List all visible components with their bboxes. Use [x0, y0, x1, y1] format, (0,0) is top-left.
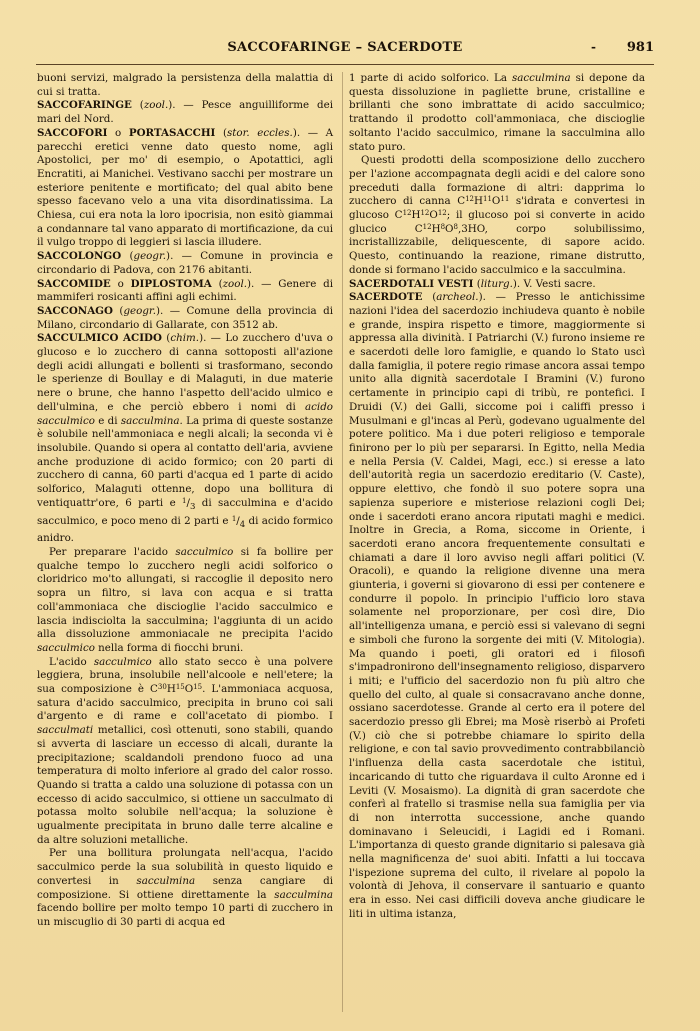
text-run: ( [161, 332, 171, 345]
header-mark: - [591, 40, 596, 54]
italic-text: zool. [143, 99, 169, 112]
text-run: di acido formico anidro. [37, 514, 333, 545]
text-run: ). — Presso le antichissime nazioni l'idea del sacerdozio inchiudeva quanto è nobile e grande, inspira rispetto e timore, maggiormente si appressa alla divinità. I Patriarchi (V.) furono insieme re e sacerdoti delle loro famiglie, e quando lo Stato uscì dalla famiglia, il potere regio rimase ancora assai tempo unito alla dignità sacerdotale I Bramini (V.) furono certamente in principio capi di tribù, re pontefici. I Druidi (V.) dei Galli, siccome poi i califfi presso i Musulmani e gl'incas al Perù, godevano ugualmente del potere politico. Ma i due poteri religioso e temporale finirono per lo più per separarsi. In Egitto, nella Media e nella Persia (V. Caldei, Magi, ecc.) si eresse a lato dell'autorità regia un sacerdozio ereditario (V. Caste), oppure elettivo, che fondò il suo potere sopra una sapienza superiore e misteriose relazioni cogli Dei; onde i sacerdoti erano ancora riputati maghi e medici. Inoltre in Grecia, a Roma, siccome in Oriente, i sacerdoti erano ancora frequentemente consultati e chiamati a dare il loro avviso negli affari politici (V. Oracoli), e quando la religione divenne una mera giunteria, i governi si giovarono di essi per contenere e condurre il popolo. In principio l'ufficio loro stava solamente nel proporzionare, per così dire, Dio all'intelligenza umana, e perciò essi si valevano di segni e simboli che furono la sorgente dei miti (V. Mitologia). Ma quando i poeti, gli oratori ed i filosofi s'impadronirono dell'insegnamento religioso, disparvero i miti; e l'ufficio del sacerdozio non fu più altro che quello del culto, al quale si consacravano anche donne, ossiano sacerdotesse. Grande al certo era il potere del sacerdozio presso gli Ebrei; ma Mosè riserbò ai Profeti (V.) ciò che si potrebbe chiamare lo spirito della religione, e con tal savio provvedimento contrabbilanciò l'influenza della casta sacerdotale che istituì, incaricando di tutto che riguardava il culto Aronne ed i Leviti (V. Mosaismo). La dignità di gran sacerdote che conferì al fratello si trasmise nella sua famiglia per via di non interrotta successione, anche quando dominavano i Seleucidi, i Lagidi ed i Romani. L'importanza di questo grande dignitario si palesava già nella magnificenza de' suoi abiti. Infatti a lui toccava l'ispezione suprema del culto, il rivelare al popolo la volontà di Jehova, il conservare il santuario e quanto era in esso. Nei casi difficili doveva anche giudicare le liti in ultima istanza, [349, 291, 646, 920]
text-run: ). — Comune della provincia di Milano, circondario di Gallarate, con 3512 ab. [37, 304, 333, 331]
text-run: / [236, 514, 240, 527]
italic-text: sacculmina [511, 72, 571, 84]
text-run: s'idrata e convertesi in glucoso C [349, 195, 645, 222]
text-run: / [186, 496, 190, 509]
text-run: si depone da questa dissoluzione in pagliette brune, cristalline e brillanti che sono imbrattate di acido sacculmico; trattando il prodotto coll'ammoniaca, che discioglie soltanto l'acido sacculmico, rimane la sacculmina allo stato puro. [349, 72, 645, 153]
italic-text: geogr. [133, 250, 167, 263]
text-run: H [474, 195, 483, 208]
italic-text: sacculmico [175, 546, 234, 558]
text-run: ( [121, 250, 134, 263]
entry-headword: SACCOFORI [37, 126, 108, 139]
column-divider [342, 72, 343, 1012]
entry-headword: PORTASACCHI [128, 126, 216, 139]
dictionary-entry [37, 250, 333, 277]
text-run: si fa bollire per qualche tempo lo zucchero negli acidi solforico o cloridrico mo'to allungati, si raccoglie il deposito nero sopra un filtro, si lava con acqua e si tratta coll'ammoniaca che discioglie l'acido sacculmico e lascia indisciolta la sacculmina; l'aggiunta di un acido alla dissoluzione ammoniacale ne precipita l'acido [37, 546, 333, 641]
text-run: 30 [157, 683, 167, 692]
italic-text: archeol. [436, 291, 479, 304]
entry-headword: SACCONAGO [37, 304, 113, 317]
entry-headword: SACCOMIDE [37, 277, 111, 290]
dictionary-entry [37, 278, 333, 305]
entry-headword: DIPLOSTOMA [130, 277, 212, 290]
entry-headword: SACCOLONGO [37, 250, 122, 263]
text-run: O [445, 222, 454, 235]
text-run: H [431, 222, 441, 235]
text-run: ( [473, 277, 481, 290]
italic-text: sacculmati [37, 724, 94, 737]
text-run: 8 [453, 222, 458, 231]
text-run: buoni servizi, malgrado la persistenza della malattia di cui si tratta. [37, 72, 333, 98]
text-run: 15 [193, 683, 203, 692]
text-run: Per una bollitura prolungata nell'acqua, l'acido sacculmico perde la sua solubilità in questo liquido e convertesi in [37, 847, 333, 887]
text-run: ,3HO, corpo solubilissimo, incristallizzabile, deliquescente, di sapore acido. Questo, continuando la reazione, rimane distrutto, donde si formano l'acido sacculmico e la sacculmina. [349, 222, 645, 276]
dictionary-entry [37, 99, 333, 126]
italic-text: sacculmico [37, 641, 95, 654]
text-run: 11 [500, 195, 510, 204]
italic-text: sacculmina [136, 874, 196, 887]
text-run: ). V. Vesti sacre. [512, 277, 596, 290]
text-run: O [491, 195, 501, 208]
text-run: metallici, così ottenuti, sono stabili, quando si avverta di lasciare un eccesso di alcali, durante la precipitazione; scaldandoli prendono fuoco ad una temperatura di molto inferiore al grado del calor rosso. Quando si tratta a caldo una soluzione di potassa con un eccesso di acido sacculmico, si ottiene un sacculmato di potassa molto solubile nell'acqua; la soluzione è ugualmente precipitata in bruno dalle terre alcaline e da altre soluzioni metalliche. [37, 724, 333, 846]
text-run: e di [94, 414, 121, 427]
dictionary-entry [37, 305, 333, 332]
text-run: 12 [465, 195, 475, 204]
text-run: 1 parte di acido solforico. La [349, 72, 512, 84]
text-run: 4 [239, 519, 246, 530]
right-column [349, 72, 645, 922]
dictionary-entry [349, 291, 645, 921]
italic-text: stor. eccles. [226, 126, 293, 139]
paragraph [37, 847, 333, 929]
text-run: facendo bollire per molto tempo 10 parti di zucchero in un miscuglio di 30 parti di acqua ed [37, 902, 333, 928]
header-title: SACCOFARINGE – SACERDOTE [227, 40, 463, 55]
text-run: 12 [422, 222, 432, 231]
italic-text: acido sacculmico [37, 400, 333, 427]
text-run: di sacculmina e d'acido sacculmico, e poco meno di 2 parti e [37, 496, 333, 527]
text-run: . La prima di queste sostanze è solubile nell'ammoniaca e negli alcali; la seconda vi è insolubile. Quando si opera al contatto dell'aria, avviene anche produzione di acido formico; con 20 parti di zucchero di canna, 60 parti d'acqua ed 1 parte di acido solforico, Malaguti ottenne, dopo una bollitura di ventiquattr'ore, 6 parti e [37, 414, 333, 509]
text-run: . L'ammoniaca acquosa, satura d'acido sacculmico, precipita in bruno coi sali d'argento e di rame e coll'acetato di piombo. I [37, 683, 333, 723]
text-run: 12 [437, 209, 447, 218]
italic-text: geogr. [123, 304, 156, 317]
text-run: L'acido [49, 655, 94, 668]
text-run: ). — Comune in provincia e circondario di Padova, con 2176 abitanti. [37, 250, 334, 276]
text-run: O [184, 683, 194, 696]
text-run: nella forma di fiocchi bruni. [94, 641, 244, 654]
entry-headword: SACERDOTE [349, 291, 423, 304]
text-run: ( [422, 291, 437, 304]
text-run: o [110, 277, 131, 290]
text-run: O [429, 209, 438, 222]
italic-text: sacculmico [93, 655, 152, 668]
running-header [36, 40, 654, 62]
text-run: ( [112, 304, 124, 317]
page-number: 981 [626, 40, 654, 55]
text-run: Per preparare l'acido [49, 546, 176, 558]
paragraph [37, 656, 333, 848]
text-run: ). — Pesce anguilliforme dei mari del Nord. [37, 99, 333, 126]
italic-text: zool. [222, 277, 248, 290]
paragraph [349, 154, 645, 277]
text-run: ). — Genere di mammiferi rosicanti affini agli echimi. [37, 277, 333, 304]
text-run: 8 [440, 222, 446, 231]
text-run: ( [215, 126, 227, 139]
dictionary-entry [349, 278, 645, 292]
text-run: Questi prodotti della scomposizione dello zucchero per l'azione accompagnata degli acidi e del calore sono preceduti dalla formazione di altri: dapprima lo zucchero di canna C [349, 154, 645, 208]
text-run: H [411, 209, 421, 222]
entry-headword: SACCULMICO ACIDO [37, 332, 162, 345]
italic-text: sacculmina [120, 414, 180, 427]
paragraph [37, 546, 333, 656]
entry-headword: SACCOFARINGE [37, 99, 132, 112]
italic-text: chim. [170, 332, 200, 345]
italic-text: liturg. [480, 277, 513, 290]
text-run: ; il glucoso poi si converte in acido glucico C [349, 209, 645, 235]
text-run: ( [211, 277, 223, 290]
paragraph [37, 72, 333, 99]
text-run: senza cangiare di composizione. Si ottiene direttamente la [37, 874, 334, 901]
text-run: 12 [402, 209, 412, 218]
entry-headword: SACERDOTALI VESTI [349, 277, 474, 290]
text-run: H [166, 683, 176, 696]
text-run: ( [131, 99, 144, 112]
text-run: 12 [420, 209, 430, 218]
italic-text: sacculmina [274, 888, 333, 901]
header-rule [36, 64, 654, 65]
text-run: 3 [189, 501, 196, 512]
text-run: o [107, 126, 129, 139]
left-column [37, 72, 333, 930]
paragraph [349, 72, 645, 154]
text-run: ). — A parecchi eretici venne dato questo nome, agli Apostolici, per mo' di esempio, o Apotattici, agli Encratiti, ai Manichei. Vestivano sacchi per mostrare un esteriore penitente e mortificato; del qual abito bene spesso facevano velo a una vita disordinatissima. La Chiesa, cui era nota la loro ipocrisia, non esitò giammai a condannare tal vano apparato di mortificazione, da cui il vulgo troppo di leggieri si lascia illudere. [37, 126, 334, 249]
dictionary-entry [37, 332, 333, 546]
text-run: ). — Lo zucchero d'uva o glucoso e lo zucchero di canna sottoposti all'azione degli acidi allungati e bollenti si trasformano, secondo le sperienze di Boullay e di Malaguti, in due materie nere o brune, che hanno l'aspetto dell'acido ulmico e dell'ulmina, e che perciò ebbero i nomi di [37, 332, 333, 413]
text-run: 1 [182, 496, 187, 505]
text-run: 15 [175, 683, 185, 692]
text-run: 1 [231, 514, 237, 523]
dictionary-entry [37, 127, 333, 250]
text-run: 11 [483, 195, 492, 204]
text-run: allo stato secco è una polvere leggiera, bruna, insolubile nell'alcoole e nell'etere; la sua composizione è C [37, 655, 333, 696]
